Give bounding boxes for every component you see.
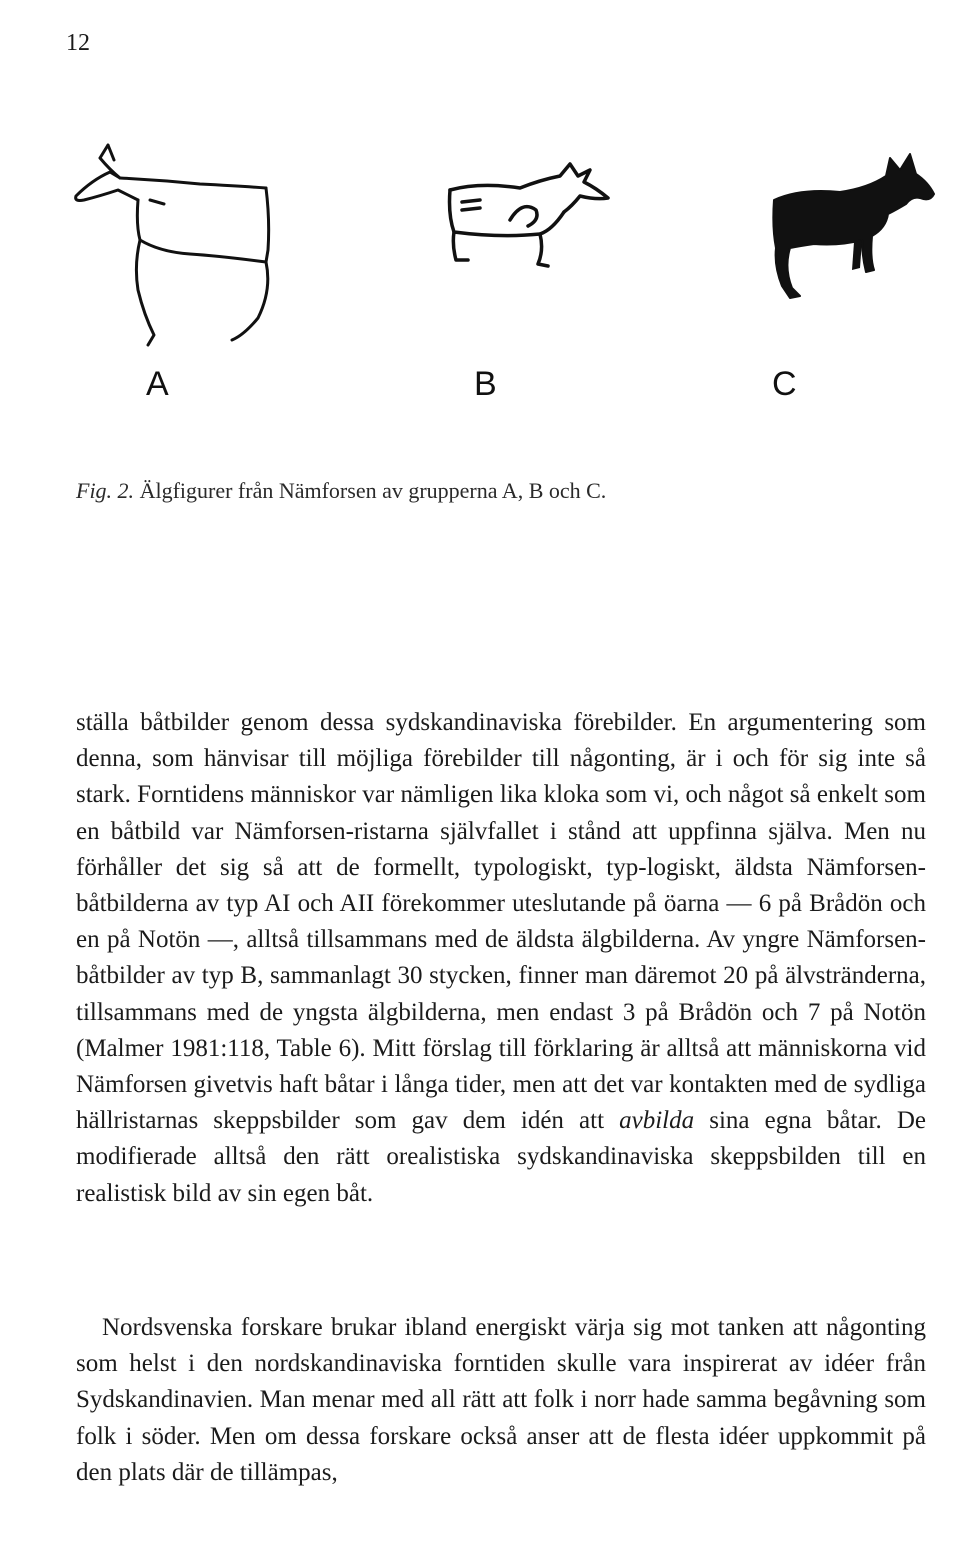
emphasis-avbilda: avbilda	[619, 1107, 695, 1135]
figure-label-c: C	[772, 365, 797, 403]
paragraph-2	[76, 1310, 926, 1491]
figure-caption	[76, 478, 606, 504]
figure-caption-text: Älgfigurer från Nämforsen av grupperna A, B och C.	[134, 478, 607, 503]
figure-label-a: A	[146, 365, 169, 403]
page-number: 12	[66, 30, 90, 56]
elk-figure-c	[760, 148, 940, 308]
elk-figure-a	[70, 140, 290, 350]
elk-figure-b	[440, 160, 620, 280]
figure-elk-drawings	[0, 130, 960, 460]
figure-label-b: B	[474, 365, 497, 403]
paragraph-1-text-a: ställa båtbilder genom dessa sydskandinaviska förebilder. En argumentering som denna, som hänvisar till möjliga förebilder till någonting, är i och för sig inte så stark. Forntidens människor var nämligen lika kloka som vi, och något så enkelt som en båtbild var Nämforsen-ristarna självfallet i stånd att uppfinna själva. Men nu förhåller det sig så att de formellt, typologiskt, typ-logiskt, äldsta Nämforsen-båtbilderna av typ AI och AII förekommer uteslutande på öarna — 6 på Brådön och en på Notön —, alltså tillsammans med de äldsta älgbilderna. Av yngre Nämforsen-båtbilder av typ B, sammanlagt 30 stycken, finner man däremot 20 på älvstränderna, tillsammans med de yngsta älgbilderna, men endast 3 på Brådön och 7 på Notön (Malmer 1981:118, Table 6). Mitt förslag till förklaring är alltså att människorna vid Nämforsen givetvis haft båtar i långa tider, men att det var kontakten med de sydliga hällristarnas skeppsbilder som gav dem idén att	[76, 709, 926, 1135]
paragraph-2-text: Nordsvenska forskare brukar ibland energiskt värja sig mot tanken att någonting som helst i den nordskandinaviska forntiden skulle vara inspirerat av idéer från Sydskandinavien. Man menar med all rätt att folk i norr hade samma begåvning som folk i söder. Men om dessa forskare också anser att de flesta idéer uppkommit på den plats där de tillämpas,	[76, 1314, 926, 1486]
paragraph-1-text-b: sina egna båtar. De modifierade alltså den rätt orealistiska sydskandinaviska skeppsbilden till en realistisk bild av sin egen båt.	[76, 1107, 927, 1207]
figure-number: Fig. 2.	[76, 478, 135, 503]
paragraph-1	[76, 705, 926, 1212]
